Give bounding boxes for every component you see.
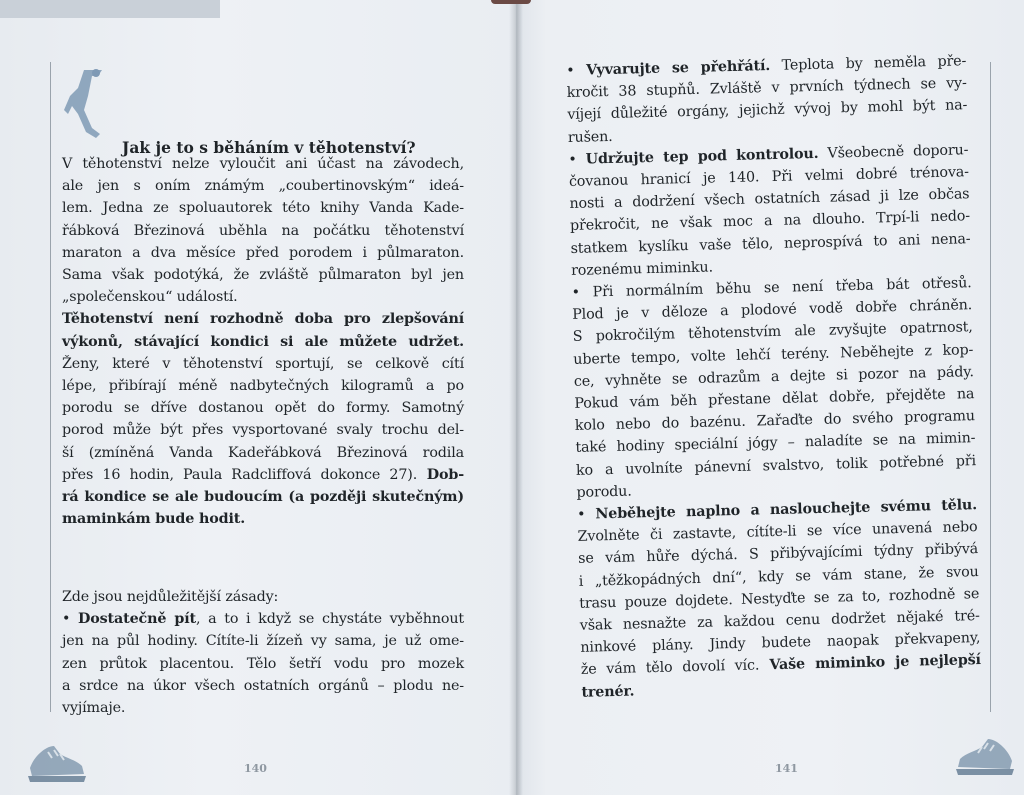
text: Všeobecně doporu- [818,142,969,162]
text: kolo nebo do bazénu. Zařaďte do svého programu [574,408,976,435]
text-line [62,675,464,697]
bold-text: Neběhejte naplno a naslouchejte svému tělu. [595,497,978,523]
text: Pokud vám běh přestane dělat dobře, přejděte na [574,386,975,412]
section-heading: Jak je to s běháním v těhotenství? [122,137,416,157]
text-line [62,286,464,308]
text: Zvolněte či zastavte, cítíte-li se více unavená nebo [577,519,978,546]
text-line [62,419,464,441]
text: však nesnažte za každou cenu dodržet nějaké tré- [579,608,980,634]
text-line [62,175,464,197]
text-line [62,486,464,508]
text: Při normálním běhu se není třeba bát otřesů. [592,275,972,301]
bold-text: Dob- [417,466,464,483]
book-gutter [509,0,523,795]
running-shoe-icon-right [952,727,1018,781]
top-shadow-band [0,0,220,18]
text-line [62,375,464,397]
left-margin-rule [50,62,51,712]
text: rušen. [567,128,613,146]
right-text-column [566,50,982,703]
page-number-right: 141 [775,762,798,775]
text: vyjímaje. [62,700,126,717]
running-shoe-icon-left [24,736,88,788]
text: Teplota by neměla pře- [769,53,967,75]
text: rozenému miminku. [570,259,714,279]
text-line [62,197,464,219]
text: „společenskou“ událostí. [62,289,238,306]
text: lem. Jedna ze spoluautorek této knihy Vanda Kade- [62,200,464,217]
text-line [62,608,464,630]
text: ko a uvolníte pánevní svalstvo, tolik potřebné při [575,452,977,479]
text: se vám hůře dýchá. S přibývajícími týdny přibývá [578,541,979,568]
text: • [568,151,586,168]
text-line [62,442,464,464]
text-line [62,153,464,175]
bold-text: maminkám bude hodit. [62,511,246,528]
rules-intro [62,586,464,608]
text: porod může být přes vysportované svaly trochu del- [62,422,464,439]
bold-text: výkonů, stávající kondici si ale můžete udržet. [62,333,464,350]
text: Zde jsou nejdůležitější zásady: [62,589,279,605]
text: ce, vyhněte se odrazům a dejte si pozor na pády. [573,363,974,390]
left-rules-column [62,586,464,719]
text: kročit 38 stupňů. Zvláště v prvních týdnech se vy- [566,75,967,102]
right-margin-rule [990,62,991,712]
text-line [62,308,464,330]
text: maraton a dva měsíce před porodem i půlmaraton. [62,244,464,261]
text: Ženy, které v těhotenství sportují, se celkově cítí [62,355,464,372]
text: zen průtok placentou. Tělo šetří vodu pro mozek [62,655,464,672]
page-number-left: 140 [244,762,267,775]
bold-text: Těhotenství není rozhodně doba pro zlepšování [62,311,464,328]
text-line [62,264,464,286]
text: přes 16 hodin, Paula Radcliffová dokonce 27). [62,466,418,483]
text: uberte tempo, volte lehčí terény. Neběhejte z kop- [573,341,974,368]
text-line [62,353,464,375]
text: nosti a dodržení všech ostatních zásad ji lze občas [569,186,970,213]
text-line [62,220,464,242]
left-text-column [62,153,464,530]
bookmark-ribbon [491,0,531,4]
bold-text: Udržujte tep pod kontrolou. [585,145,819,168]
text: • [566,62,587,79]
text: • [571,284,593,301]
text: trasu pouze dojdete. Nestyďte se za to, rozhodně se [579,585,980,612]
text: ší (zmíněná Vanda Kadeřábková Březinová rodila [62,444,464,461]
text: • [62,611,79,628]
text-line [62,653,464,675]
bold-text: Vyvarujte se přehřátí. [585,58,771,79]
text: a srdce na úkor všech ostatních orgánů – plodu ne- [62,677,464,694]
text: S pokročilým těhotenstvím ale zvyšujte opatrnost, [572,319,973,346]
text: víjejí důležité orgány, jejichž vývoj by mohl být na- [567,97,968,124]
text-line [62,242,464,264]
text: porodu se dříve dostanou opět do formy. Samotný [62,400,464,417]
text: Sama však podotýká, že zvláště půlmaraton byl jen [62,267,464,284]
text: , a to i když se chystáte vyběhnout [196,611,464,628]
text: i „těžkopádných dní“, kdy se vám stane, že svou [578,563,979,590]
text: řábková Březinová uběhla na počátku těhotenství [62,222,464,239]
text: jen na půl hodiny. Cítíte-li žízeň vy sama, je už ome- [62,633,464,650]
text-line [62,397,464,419]
text: také hodiny speciální jógy – naladíte se na mimin- [575,430,976,457]
text: V těhotenství nelze vyloučit ani účast na závodech, [62,156,464,172]
text: že vám tělo dovolí víc. [580,657,760,679]
bold-text: Dostatečně pít [78,611,197,628]
text: porodu. [576,483,632,501]
text: Plod je v děloze a plodové vodě dobře chráněn. [572,297,973,324]
text-line [62,331,464,353]
text-line [62,697,464,719]
text-line [62,508,464,530]
text: lépe, přibírají méně nadbytečných kilogramů a po [62,378,464,395]
text: překročit, ne však moc a na dlouho. Trpí-li nedo- [569,208,971,235]
text: ninkové plány. Jindy budete naopak překvapeny, [580,630,981,657]
bold-text: trenér. [581,683,635,701]
bold-text: Vaše miminko je nejlepší [759,652,981,674]
text: čovanou hranicí je 140. Při velmi dobré trénova- [568,164,970,190]
text-line [62,630,464,652]
text: statkem kyslíku vaše tělo, neprospívá to ani nena- [570,230,971,257]
running-figure-icon [58,66,116,142]
text: ale jen s oním známým „coubertinovským“ ideá- [62,178,464,195]
text: • [576,506,596,523]
bold-text: rá kondice se ale budoucím (a později skutečným) [62,489,464,506]
text-line [62,464,464,486]
